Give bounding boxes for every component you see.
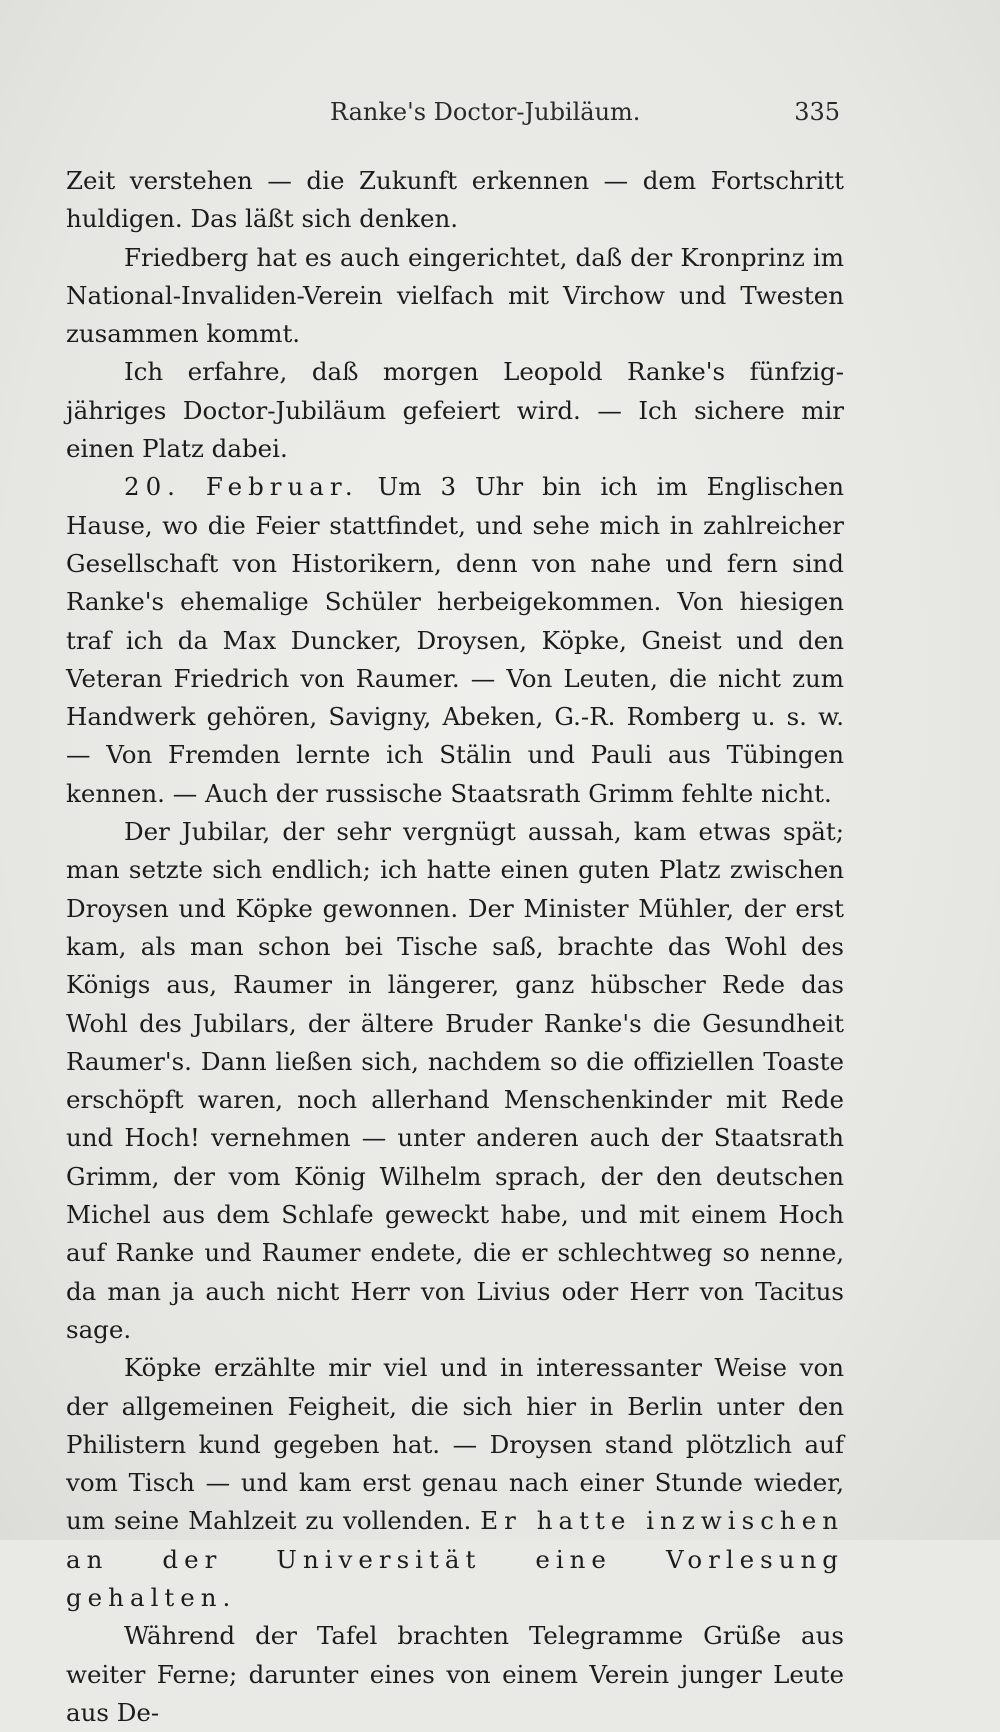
paragraph-text: Um 3 Uhr bin ich im Englischen Hause, wo die Feier stattfindet, und sehe mich in zahlreicher Gesellschaft von Historikern, denn von nahe und fern sind Ranke's ehemalige Schüler herbeigekommen. Von hiesigen traf ich da Max Duncker, Droysen, Köpke, Gneist und den Veteran Friedrich von Raumer. — Von Leuten, die nicht zum Handwerk gehören, Savigny, Abeken, G.-R. Romberg u. s. w. — Von Fremden lernte ich Stälin und Pauli aus Tübingen kennen. — Auch der russische Staatsrath Grimm fehlte nicht. bbox=[66, 472, 844, 808]
paragraph-text: Friedberg hat es auch eingerichtet, daß der Kronprinz im National-Invaliden-Verein vielfach mit Virchow und Twesten zusammen kommt. bbox=[66, 242, 844, 349]
paragraph bbox=[66, 813, 844, 1349]
paragraph bbox=[66, 239, 844, 354]
paragraph bbox=[66, 1349, 844, 1617]
body-text bbox=[66, 162, 844, 1732]
diary-date: 20. Februar. bbox=[124, 472, 359, 502]
paragraph bbox=[66, 162, 844, 239]
page-number: 335 bbox=[794, 98, 840, 126]
paragraph-text: Köpke erzählte mir viel und in interessanter Weise von der allgemeinen Feigheit, die sich hier in Berlin unter den Philistern kund gegeben hat. — Droysen stand plötzlich auf vom Tisch — und kam erst genau nach einer Stunde wieder, um seine Mahlzeit zu vollenden. bbox=[66, 1353, 844, 1536]
page-header bbox=[60, 98, 840, 138]
paragraph-text: Der Jubilar, der sehr vergnügt aussah, kam etwas spät; man setzte sich endlich; ich hatte einen guten Platz zwischen Droysen und Köpke gewonnen. Der Minister Mühler, der erst kam, als man schon bei Tische saß, brachte das Wohl des Königs aus, Raumer in längerer, ganz hübscher Rede das Wohl des Jubilars, der ältere Bruder Ranke's die Gesundheit Raumer's. Dann ließen sich, nachdem so die offiziellen Toaste erschöpft waren, noch allerhand Menschenkinder mit Rede und Hoch! vernehmen — unter anderen auch der Staatsrath Grimm, der vom König Wilhelm sprach, der den deutschen Michel aus dem Schlafe geweckt habe, und mit einem Hoch auf Ranke und Raumer endete, die er schlechtweg so nenne, da man ja auch nicht Herr von Livius oder Herr von Tacitus sage. bbox=[66, 817, 844, 1344]
paragraph-text: Während der Tafel brachten Telegramme Grüße aus weiter Ferne; darunter eines von einem Verein junger Leute aus De- bbox=[66, 1621, 844, 1727]
paragraph bbox=[66, 1617, 844, 1732]
running-title: Ranke's Doctor-Jubiläum. bbox=[330, 98, 641, 126]
paragraph-text: Zeit verstehen — die Zukunft erkennen — dem Fortschritt huldigen. Das läßt sich denken. bbox=[66, 166, 844, 234]
paragraph bbox=[66, 468, 844, 813]
paragraph-text: Ich erfahre, daß morgen Leopold Ranke's fünfzig-jähriges Doctor-Jubiläum gefeiert wird. — Ich sichere mir einen Platz dabei. bbox=[66, 357, 844, 464]
spaced-emphasis: Er hatte inzwischen an der Universität eine Vorlesung gehalten. bbox=[66, 1506, 844, 1612]
paragraph bbox=[66, 353, 844, 468]
